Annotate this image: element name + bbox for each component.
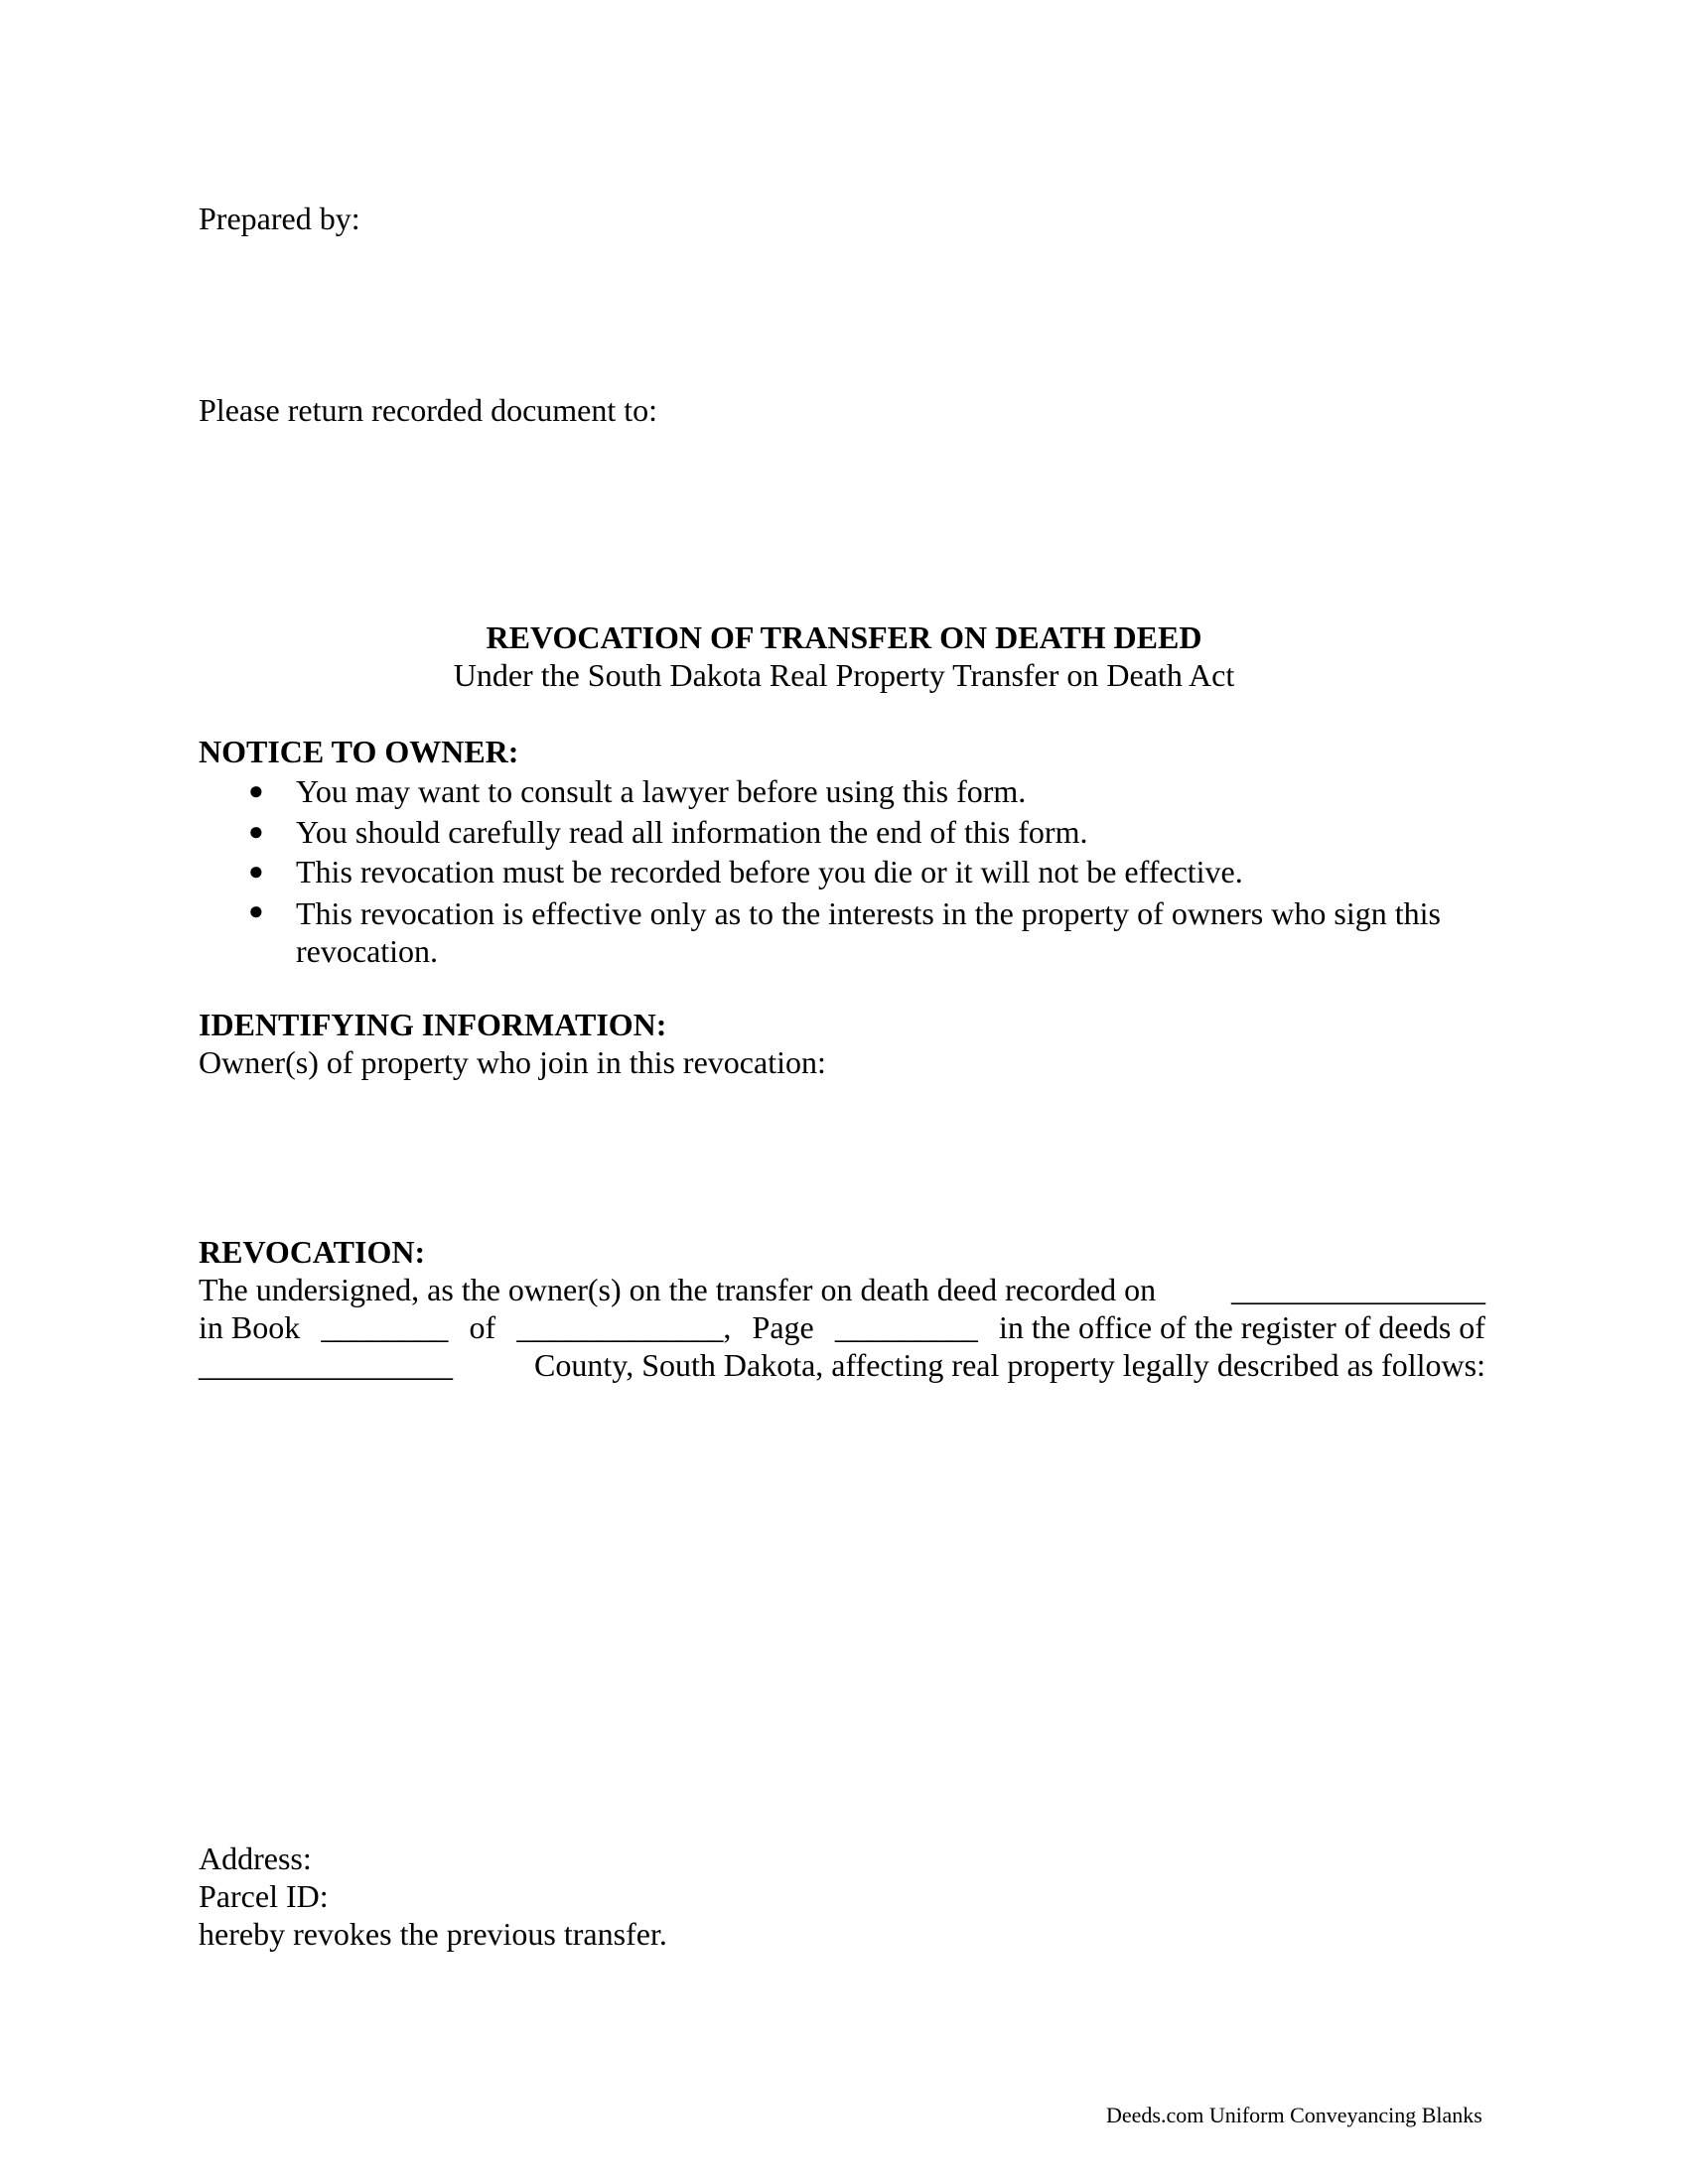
return-to-label: Please return recorded document to: [199, 392, 658, 428]
parcel-id-label: Parcel ID: [199, 1878, 329, 1914]
revocation-text-2c: Page [752, 1309, 814, 1345]
recorded-date-blank: ________________ [1231, 1272, 1485, 1307]
revocation-line-1 [199, 1271, 1485, 1308]
book-blank: ________ [321, 1309, 449, 1345]
page-blank: _________ [834, 1309, 978, 1345]
bullet-icon: ● [248, 776, 264, 805]
list-item: ● This revocation is effective only as to the interests in the property of owners who sign this revocation. [199, 892, 1489, 970]
book-of-blank: _____________, [516, 1309, 732, 1345]
identifying-heading: IDENTIFYING INFORMATION: [199, 1007, 667, 1042]
revocation-line-2 [199, 1308, 1485, 1346]
list-item: ● This revocation must be recorded before you die or it will not be effective. [199, 852, 1489, 892]
revocation-heading: REVOCATION: [199, 1234, 426, 1270]
revocation-line-3 [199, 1346, 1485, 1384]
bullet-icon: ● [248, 857, 264, 886]
address-label: Address: [199, 1841, 312, 1876]
bullet-icon: ● [248, 895, 264, 925]
list-item: ● You should carefully read all information the end of this form. [199, 812, 1489, 853]
revocation-text-1: The undersigned, as the owner(s) on the transfer on death deed recorded on [199, 1272, 1157, 1307]
county-blank: ________________ [199, 1347, 453, 1383]
document-subtitle: Under the South Dakota Real Property Transfer on Death Act [453, 657, 1235, 693]
footer-text: Deeds.com Uniform Conveyancing Blanks [1106, 2103, 1482, 2127]
revocation-text-2a: in Book [199, 1309, 301, 1345]
revocation-text-2d: in the office of the register of deeds of [999, 1309, 1485, 1345]
list-item: ● You may want to consult a lawyer before using this form. [199, 771, 1489, 812]
document-title: REVOCATION OF TRANSFER ON DEATH DEED [486, 619, 1202, 655]
revocation-text-3: County, South Dakota, affecting real property legally described as follows: [534, 1347, 1485, 1383]
prepared-by-label: Prepared by: [199, 201, 360, 236]
revokes-statement: hereby revokes the previous transfer. [199, 1916, 667, 1952]
notice-heading: NOTICE TO OWNER: [199, 734, 519, 769]
revocation-text-2b: of [469, 1309, 496, 1345]
owners-label: Owner(s) of property who join in this revocation: [199, 1044, 826, 1080]
notice-list [199, 771, 1489, 970]
bullet-icon: ● [248, 816, 264, 846]
